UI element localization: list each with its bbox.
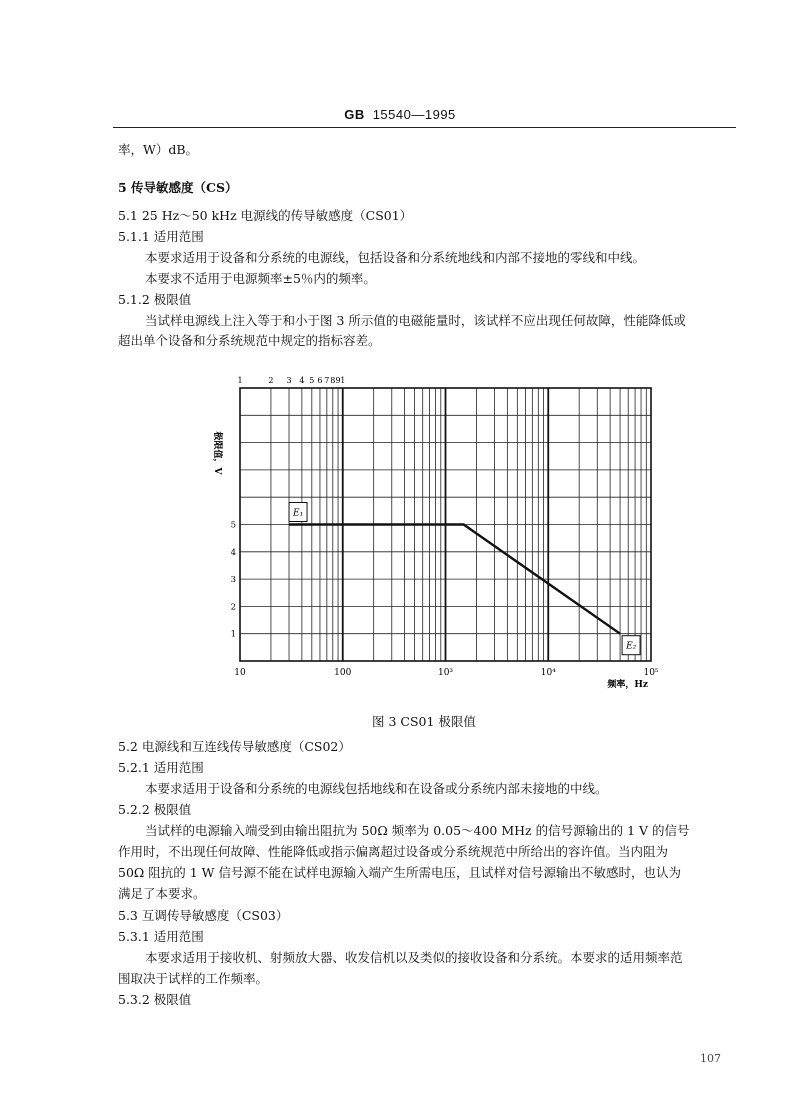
paragraph-line: 作用时，不出现任何故障、性能降低或指示偏离超过设备或分系统规范中所给出的容许值。当内阻为 — [118, 844, 669, 859]
paragraph-line: 本要求不适用于电源频率±5％内的频率。 — [145, 271, 376, 286]
y-tick-label: 1 — [230, 629, 236, 640]
section-heading: 5.3.1 适用范围 — [118, 929, 204, 944]
top-tick-label: 3 — [286, 376, 292, 385]
section-heading: 5.3 互调传导敏感度（CS03） — [118, 908, 289, 923]
standard-number: 15540—1995 — [372, 107, 456, 122]
section-heading: 5.1.1 适用范围 — [118, 229, 204, 244]
figure-caption: 图 3 CS01 极限值 — [372, 714, 476, 729]
section-heading: 5.2 电源线和互连线传导敏感度（CS02） — [118, 739, 351, 754]
annotation-label: E₂ — [626, 641, 637, 652]
x-tick-label: 10⁴ — [540, 668, 556, 678]
paragraph-line: 本要求适用于设备和分系统的电源线包括地线和在设备或分系统内部未接地的中线。 — [145, 781, 608, 796]
page-header — [0, 107, 800, 122]
x-tick-label: 10⁵ — [643, 668, 659, 678]
y-tick-label: 2 — [230, 602, 236, 613]
chart-y-tick-labels — [231, 521, 236, 640]
text-line: 率，W）dB。 — [118, 142, 199, 157]
top-tick-label: 6 — [317, 376, 323, 385]
section-heading: 5.3.2 极限值 — [118, 992, 192, 1007]
chart-y-axis-label: 极限值，V — [212, 431, 222, 475]
x-tick-label: 10³ — [437, 668, 454, 678]
top-tick-label: 8 — [330, 376, 336, 385]
top-tick-label: 5 — [309, 376, 315, 385]
paragraph-line: 本要求适用于设备和分系统的电源线，包括设备和分系统地线和内部不接地的零线和中线。 — [145, 250, 646, 265]
top-tick-label: 7 — [324, 376, 330, 385]
top-tick-label: 1 — [340, 376, 346, 385]
annotation-label: E₁ — [293, 508, 304, 519]
header-rule — [113, 127, 736, 128]
paragraph-line: 当试样的电源输入端受到由输出阻抗为 50Ω 频率为 0.05～400 MHz 的信号源输出的 1 V 的信号 — [145, 823, 690, 838]
page-number: 107 — [700, 1052, 721, 1065]
top-tick-label: 2 — [268, 376, 274, 385]
y-tick-label: 3 — [230, 575, 236, 586]
x-tick-label: 10 — [234, 668, 246, 678]
y-tick-label: 5 — [230, 520, 236, 531]
chart-top-tick-labels — [237, 376, 345, 385]
paragraph-line: 50Ω 阻抗的 1 W 信号源不能在试样电源输入端产生所需电压，且试样对信号源输出不敏感时，也认为 — [118, 865, 681, 880]
standard-code: GB — [344, 107, 365, 122]
section-heading: 5.1.2 极限值 — [118, 292, 192, 307]
chart-x-axis-label: 频率，Hz — [607, 680, 648, 690]
paragraph-line: 满足了本要求。 — [118, 886, 206, 901]
section-heading: 5 传导敏感度（CS） — [118, 180, 238, 195]
top-tick-label: 9 — [335, 376, 341, 385]
y-tick-label: 4 — [230, 547, 236, 558]
section-heading: 5.2.1 适用范围 — [118, 760, 204, 775]
x-tick-label: 100 — [334, 668, 352, 678]
top-tick-label: 1 — [237, 376, 243, 385]
paragraph-line: 超出单个设备和分系统规范中规定的指标容差。 — [118, 333, 381, 348]
paragraph-line: 当试样电源线上注入等于和小于图 3 所示值的电磁能量时，该试样不应出现任何故障，性能降低或 — [145, 313, 686, 328]
section-heading: 5.1 25 Hz～50 kHz 电源线的传导敏感度（CS01） — [118, 208, 413, 223]
section-heading: 5.2.2 极限值 — [118, 802, 192, 817]
paragraph-line: 本要求适用于接收机、射频放大器、收发信机以及类似的接收设备和分系统。本要求的适用频率范 — [145, 950, 683, 965]
paragraph-line: 围取决于试样的工作频率。 — [118, 971, 269, 986]
top-tick-label: 4 — [299, 376, 305, 385]
chart-x-tick-labels — [234, 668, 659, 678]
cs01-limit-chart — [200, 345, 680, 695]
